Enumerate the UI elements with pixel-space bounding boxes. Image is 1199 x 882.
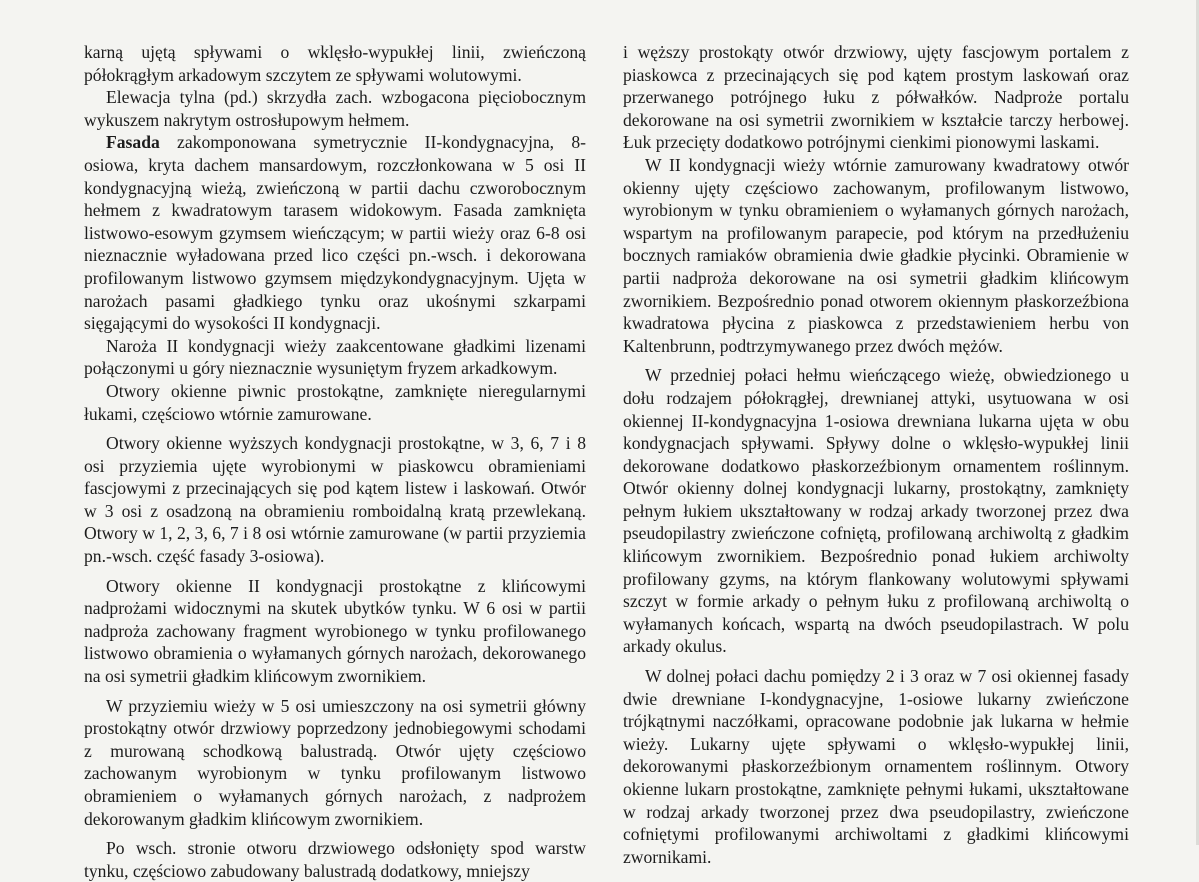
right-column (623, 41, 1129, 868)
paragraph: i węższy prostokąty otwór drzwiowy, ujęty fascjowym portalem z piaskowca z przecinających się pod kątem prostym laskowań oraz przerwanego potrójnego łuku z półwałków. Nadproże portalu dekorowane na osi symetrii zwornikiem w kształcie tarczy herbowej. Łuk przecięty dodatkowo potrójnymi cienkimi pionowymi laskami. (623, 42, 1129, 153)
paragraph-fasada (84, 131, 586, 334)
paragraph: W przyziemiu wieży w 5 osi umieszczony na osi symetrii główny prostokątny otwór drzwiowy poprzedzony jednobiegowymi schodami z murowaną schodkową balustradą. Otwór ujęty częściowo zachowanym wyrobionym w tynku profilowanym listwowo obramieniem o wyłamanych górnych narożach, z nadprożem dekorowanym gładkim klińcowym zwornikiem. (84, 695, 586, 829)
paragraph: Otwory okienne II kondygnacji prostokątne z klińcowymi nadprożami widocznymi na skutek ubytków tynku. W 6 osi w partii nadproża zachowany fragment wyrobionego w tynku profilowanego listwowo obramienia o wyłamanych górnych narożach, dekorowanego na osi symetrii gładkim klińcowym zwornikiem. (84, 575, 586, 687)
paragraph: Po wsch. stronie otworu drzwiowego odsłonięty spod warstw tynku, częściowo zabudowany balustradą dodatkowy, mniejszy (84, 838, 586, 881)
paragraph: W dolnej połaci dachu pomiędzy 2 i 3 oraz w 7 osi okiennej fasady dwie drewniane I-kondygnacyjne, 1-osiowe lukarny zwieńczone trójkątnymi naczółkami, opracowane podobnie jak lukarna w hełmie wieży. Lukarny ujęte spływami o wklęsło-wypukłej linii, dekorowanymi płaskorzeźbionym ornamentem roślinnym. Otwory okienne lukarn prostokątne, zamknięte pełnymi łukami, ukształtowane w rodzaj arkady tworzonej przez dwa pseudopilastry, zwieńczone cofniętymi profilowanymi archiwoltami z gładkimi klińcowymi zwornikami. (623, 666, 1129, 867)
paragraph: W II kondygnacji wieży wtórnie zamurowany kwadratowy otwór okienny ujęty częściowo zachowanym, profilowanym listwowo, wyrobionym w tynku obramieniem o wyłamanych górnych narożach, wspartym na profilowanym parapecie, pod którym na przedłużeniu bocznych ramiaków obramienia dwie gładkie płycinki. Obramienie w partii nadproża dekorowane na osi symetrii gładkim klińcowym zwornikiem. Bezpośrednio ponad otworem okiennym płaskorzeźbiona kwadratowa płycina z piaskowca z przedstawieniem herbu von Kaltenbrunn, podtrzymywanego przez dwóch mężów. (623, 154, 1129, 356)
paragraph: Naroża II kondygnacji wieży zaakcentowane gładkimi lizenami połączonymi u góry nieznacznie wysuniętym fryzem arkadkowym. (84, 335, 586, 379)
section-heading: Fasada (106, 132, 160, 153)
paragraph-text: zakomponowana symetrycznie II-kondygnacyjna, 8-osiowa, kryta dachem mansardowym, rozczłonkowana w 5 osi II kondygnacyjną wieżą, zwieńczoną w partii dachu czworobocznym hełmem z kwadratowym tarasem widokowym. Fasada zamknięta listwowo-esowym gzymsem wieńczącym; w partii wieży oraz 6-8 osi nieznacznie wyładowana przed lico części pn.-wsch. i dekorowana profilowanym listwowo gzymsem międzykondygnacyjnym. Ujęta w narożach pasami gładkiego tynku oraz ukośnymi szkarpami sięgającymi do wysokości II kondygnacji. (84, 132, 586, 334)
paragraph: Elewacja tylna (pd.) skrzydła zach. wzbogacona pięciobocznym wykuszem nakrytym ostrosłupowym hełmem. (84, 87, 586, 130)
paragraph: W przedniej połaci hełmu wieńczącego wieżę, obwiedzionego u dołu rodzajem półokrągłej, drewnianej attyki, usytuowana w osi okiennej II-kondygnacyjna 1-osiowa drewniana lukarna ujęta w obu kondygnacjach spływami. Spływy dolne o wklęsło-wypukłej linii dekorowane dodatkowo płaskorzeźbionym ornamentem roślinnym. Otwór okienny dolnej kondygnacji lukarny, prostokątny, zamknięty pełnym łukiem ukształtowany w rodzaj arkady tworzonej przez dwa pseudopilastry zwieńczone cofniętą, profilowaną archiwoltą z gładkim klińcowym zwornikiem. Bezpośrednio ponad łukiem archiwolty profilowany gzyms, na którym flankowany wolutowymi spływami szczyt w formie arkady o pełnym łuku z profilowaną archiwoltą o wyłamanych końcach, wspartą na dwóch pseudopilastrach. W polu arkady okulus. (623, 365, 1129, 657)
paragraph: karną ujętą spływami o wklęsło-wypukłej linii, zwieńczoną półokrągłym arkadowym szczytem ze spływami wolutowymi. (84, 42, 586, 85)
left-column (84, 41, 586, 882)
paragraph: Otwory okienne piwnic prostokątne, zamknięte nieregularnymi łukami, częściowo wtórnie zamurowane. (84, 380, 586, 424)
paragraph: Otwory okienne wyższych kondygnacji prostokątne, w 3, 6, 7 i 8 osi przyziemia ujęte wyrobionymi w piaskowcu obramieniami fascjowymi z przecinających się pod kątem listew i laskowań. Otwór w 3 osi z osadzoną na obramieniu romboidalną kratą przewlekaną. Otwory w 1, 2, 3, 6, 7 i 8 osi wtórnie zamurowane (w partii przyziemia pn.-wsch. część fasady 3-osiowa). (84, 433, 586, 567)
